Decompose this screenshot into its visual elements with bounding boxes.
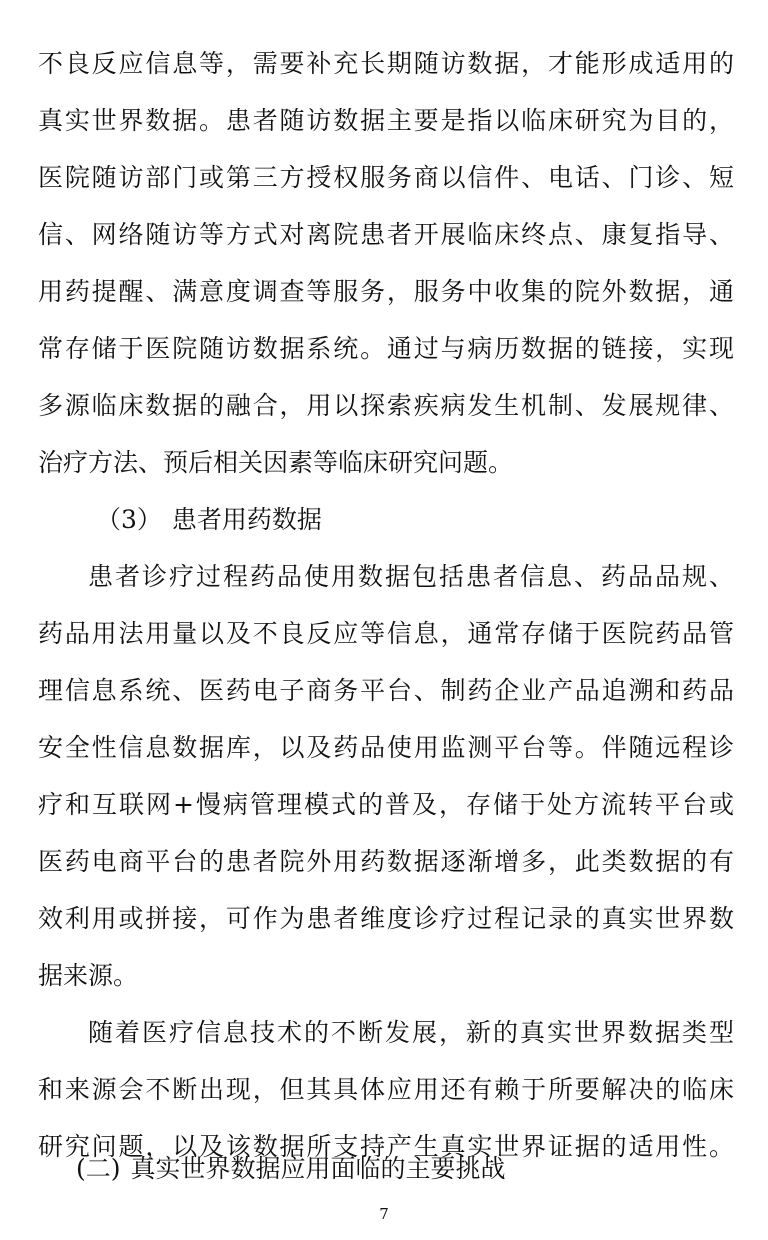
heading-title: 患者用药数据 [171, 505, 322, 534]
text-line: 医药电商平台的患者院外用药数据逐渐增多，此类数据的有 [38, 847, 734, 876]
heading-title: 真实世界数据应用面临的主要挑战 [130, 1154, 506, 1183]
text-line: 研究问题，以及该数据所支持产生真实世界证据的适用性。 [38, 1132, 734, 1161]
text-line: 据来源。 [38, 961, 139, 990]
text-line: 和来源会不断出现，但其具体应用还有赖于所要解决的临床 [38, 1075, 734, 1104]
text-line: 疗和互联网+慢病管理模式的普及，存储于处方流转平台或 [38, 790, 734, 819]
heading-number: （3） [96, 505, 162, 534]
section-heading-3 [96, 493, 322, 547]
text-line: 理信息系统、医药电子商务平台、制药企业产品追溯和药品 [38, 676, 734, 705]
text-line: 多源临床数据的融合，用以探索疾病发生机制、发展规律、 [38, 391, 734, 420]
section-heading-2 [76, 1142, 506, 1196]
text-line: 药品用法用量以及不良反应等信息，通常存储于医院药品管 [38, 619, 734, 648]
heading-number: (二) [76, 1154, 121, 1183]
text-line: 医院随访部门或第三方授权服务商以信件、电话、门诊、短 [38, 163, 734, 192]
text-line: 真实世界数据。患者随访数据主要是指以临床研究为目的， [38, 106, 734, 135]
text-line: 治疗方法、预后相关因素等临床研究问题。 [38, 448, 514, 477]
text-line: 随着医疗信息技术的不断发展，新的真实世界数据类型 [88, 1018, 734, 1047]
text-line: 不良反应信息等，需要补充长期随访数据，才能形成适用的 [38, 49, 734, 78]
text-line: 效利用或拼接，可作为患者维度诊疗过程记录的真实世界数 [38, 904, 734, 933]
page-number: 7 [379, 1205, 389, 1223]
text-line: 信、网络随访等方式对离院患者开展临床终点、康复指导、 [38, 220, 734, 249]
text-line: 安全性信息数据库，以及药品使用监测平台等。伴随远程诊 [38, 733, 734, 762]
text-line: 患者诊疗过程药品使用数据包括患者信息、药品品规、 [88, 562, 734, 591]
text-line: 常存储于医院随访数据系统。通过与病历数据的链接，实现 [38, 334, 734, 363]
text-line: 用药提醒、满意度调查等服务，服务中收集的院外数据，通 [38, 277, 734, 306]
